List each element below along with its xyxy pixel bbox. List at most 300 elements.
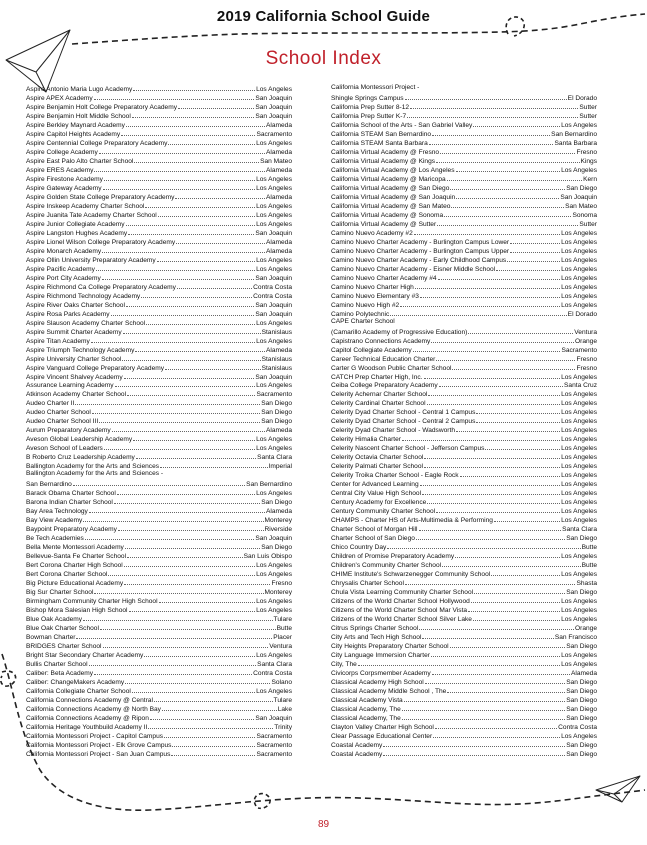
- dot-leader: [103, 641, 269, 648]
- dot-leader: [134, 156, 259, 163]
- county-name: Trinity: [274, 723, 292, 731]
- county-name: Sacramento: [561, 346, 597, 354]
- school-name: Big Sur Charter School: [26, 589, 94, 597]
- school-name: Charter School of San Diego: [331, 535, 415, 543]
- county-name: San Diego: [261, 418, 292, 426]
- county-name: Los Angeles: [561, 508, 597, 516]
- index-entry: [331, 201, 597, 210]
- county-name: Monterey: [264, 589, 292, 597]
- dot-leader: [129, 605, 256, 612]
- school-name: Barona Indian Charter School: [26, 499, 113, 507]
- school-name: Aspire Berkley Maynard Academy: [26, 121, 125, 129]
- county-name: Los Angeles: [256, 436, 292, 444]
- index-entry: [331, 731, 597, 740]
- school-name: Citizens of the World Charter School Hollywood: [331, 598, 470, 606]
- dot-leader: [85, 533, 255, 540]
- dot-leader: [126, 120, 265, 127]
- school-name: Citizens of the World Charter School Silver Lake: [331, 616, 472, 624]
- county-name: Los Angeles: [256, 256, 292, 264]
- index-entry: [26, 246, 292, 255]
- county-name: Los Angeles: [561, 732, 597, 740]
- county-name: Contra Costa: [253, 292, 292, 300]
- index-entry: [26, 623, 292, 632]
- dot-leader: [133, 84, 255, 91]
- index-entry: [26, 452, 292, 461]
- county-name: Santa Clara: [257, 661, 292, 668]
- county-name: Los Angeles: [561, 445, 597, 453]
- dot-leader: [125, 677, 270, 684]
- dot-leader: [164, 731, 255, 738]
- index-entry: [26, 668, 292, 677]
- index-entry: [26, 443, 292, 452]
- index-entry: [331, 380, 597, 389]
- index-entry: [26, 497, 292, 506]
- dot-leader: [103, 183, 256, 190]
- dot-leader: [476, 416, 560, 423]
- index-entry: [26, 479, 292, 488]
- dot-leader: [494, 515, 560, 522]
- school-name: Aspire Ollin University Preparatory Academy: [26, 256, 156, 264]
- dot-leader: [439, 380, 563, 387]
- dot-leader: [427, 497, 560, 504]
- dot-leader: [402, 704, 565, 711]
- school-name: Clayton Valley Charter High School: [331, 723, 434, 731]
- school-name: Big Picture Educational Academy: [26, 580, 124, 588]
- dot-leader: [123, 327, 261, 334]
- school-name: California Virtual Academy @ San Mateo: [331, 202, 451, 210]
- dot-leader: [89, 659, 257, 666]
- school-name: (Camarillo Academy of Progressive Education): [331, 328, 468, 336]
- county-name: San Diego: [566, 750, 597, 758]
- dot-leader: [158, 210, 255, 217]
- county-name: Orange: [575, 337, 597, 345]
- dot-leader: [127, 389, 255, 396]
- county-name: San Diego: [261, 409, 292, 417]
- school-name: Aspire Juanita Tate Academy Charter School: [26, 211, 157, 219]
- county-name: Los Angeles: [561, 274, 597, 282]
- school-name: Celerity Palmati Charter School: [331, 463, 423, 471]
- index-entry: [26, 506, 292, 515]
- school-name: Aveson Global Leadership Academy: [26, 436, 133, 444]
- index-entry: [26, 416, 292, 425]
- index-entry: [26, 237, 292, 246]
- school-name: Aspire Slauson Academy Charter School: [26, 319, 146, 327]
- county-name: San Francisco: [554, 634, 597, 642]
- dot-leader: [157, 255, 255, 262]
- school-name: California Prep Sutter K-7: [331, 112, 407, 120]
- school-name: Birmingham Community Charter High School: [26, 598, 158, 606]
- school-name: Celerity Dyad Charter School - Central 1 Campus: [331, 409, 476, 417]
- school-name: Camino Nuevo Charter Academy - Eisner Middle School: [331, 265, 496, 273]
- county-name: Contra Costa: [558, 723, 597, 731]
- index-entry: [331, 336, 597, 345]
- school-name: California Virtual Academy @ Fresno: [331, 148, 440, 156]
- county-name: Placer: [273, 634, 292, 642]
- county-name: Los Angeles: [256, 139, 292, 147]
- dot-leader: [150, 713, 254, 720]
- school-name: Ceiba College Preparatory Academy: [331, 382, 438, 390]
- school-name: Camino Polytechnic: [331, 310, 390, 318]
- dot-leader: [450, 641, 566, 648]
- school-name: California Connections Academy @ North Bay: [26, 705, 161, 713]
- dot-leader: [102, 273, 255, 280]
- school-name: San Bernardino: [26, 481, 72, 489]
- dot-leader: [177, 282, 252, 289]
- school-name: Camino Nuevo Charter Academy - Burlington Campus Lower: [331, 238, 510, 246]
- county-name: Sacramento: [256, 130, 292, 138]
- school-name: CHAMPS - Charter HS of Arts-Multimedia & Performing: [331, 517, 493, 525]
- school-name: Barack Obama Charter School: [26, 490, 116, 498]
- index-entry: [26, 273, 292, 282]
- index-entry: [26, 578, 292, 587]
- county-name: San Diego: [566, 589, 597, 597]
- school-name: Aspire Benjamin Holt College Preparatory Academy: [26, 103, 177, 111]
- county-name: San Diego: [261, 544, 292, 552]
- county-name: San Joaquin: [255, 301, 292, 309]
- school-name: Camino Nuevo Elementary #3: [331, 292, 419, 300]
- dot-leader: [176, 237, 265, 244]
- dot-leader: [471, 596, 560, 603]
- index-entry: [26, 740, 292, 749]
- county-name: San Joaquin: [255, 274, 292, 282]
- school-name: Celerity Troika Charter School - Eagle Rock: [331, 472, 459, 480]
- index-entry: [331, 524, 597, 533]
- dot-leader: [159, 596, 256, 603]
- dot-leader: [432, 129, 550, 136]
- county-name: Los Angeles: [561, 454, 597, 462]
- index-entry: [331, 102, 597, 111]
- dot-leader: [456, 425, 560, 432]
- county-name: Los Angeles: [256, 598, 292, 606]
- school-name: Carter G Woodson Public Charter School: [331, 364, 452, 372]
- dot-leader: [127, 551, 243, 558]
- paper-plane-icon: [596, 776, 640, 802]
- index-entry: [331, 740, 597, 749]
- dot-leader: [468, 605, 560, 612]
- county-name: Los Angeles: [561, 499, 597, 507]
- dot-leader: [491, 569, 560, 576]
- index-entry: [331, 273, 597, 282]
- dot-leader: [456, 165, 561, 172]
- index-entry: [26, 425, 292, 434]
- school-name: Aspire College Academy: [26, 148, 98, 156]
- index-entry: [26, 174, 292, 183]
- dot-leader: [476, 407, 560, 414]
- school-name: Bert Corona Charter High School: [26, 562, 123, 570]
- dot-leader: [420, 479, 560, 486]
- county-name: San Diego: [261, 400, 292, 408]
- school-name: Bishop Mora Salesian High School: [26, 607, 128, 615]
- school-name: Classical Academy Middle School , The: [331, 687, 447, 695]
- dot-leader: [126, 300, 254, 307]
- county-name: Los Angeles: [256, 445, 292, 453]
- county-name: Contra Costa: [253, 283, 292, 291]
- county-name: Santa Clara: [562, 526, 597, 534]
- county-name: Los Angeles: [256, 571, 292, 579]
- school-name: City Arts and Tech High School: [331, 634, 422, 642]
- school-name: Bullis Charter School: [26, 661, 88, 668]
- county-name: Los Angeles: [561, 553, 597, 561]
- county-name: San Bernardino: [551, 130, 597, 138]
- dot-leader: [447, 686, 565, 693]
- school-name: Aspire Benjamin Holt Middle School: [26, 112, 131, 120]
- school-name: Celerity Nascent Charter School - Jefferson Campus: [331, 445, 485, 453]
- index-entry: [26, 749, 292, 758]
- index-column-right: [331, 84, 597, 758]
- dot-leader: [75, 398, 260, 405]
- dot-leader: [460, 470, 561, 477]
- school-name: Celerity Himalia Charter: [331, 436, 401, 444]
- dot-leader: [415, 282, 560, 289]
- school-name: Aspire APEX Academy: [26, 94, 93, 102]
- school-name: Aspire Titan Academy: [26, 337, 90, 345]
- school-name: B Roberto Cruz Leadership Academy: [26, 454, 135, 462]
- school-name: CHIME Institute's Schwarzenegger Community School: [331, 571, 491, 579]
- index-entry: [26, 201, 292, 210]
- index-entry: [26, 192, 292, 201]
- county-name: Alameda: [265, 238, 292, 246]
- county-name: Sutter: [579, 112, 597, 120]
- index-entry: [331, 668, 597, 677]
- index-entry: [331, 686, 597, 695]
- school-name: California Virtual Academy @ Los Angeles: [331, 166, 455, 174]
- school-name: Children's Community Charter School: [331, 562, 442, 570]
- index-entry: [331, 497, 597, 506]
- index-entry: [331, 704, 597, 713]
- school-name: Aspire ERES Academy: [26, 166, 94, 174]
- dot-leader: [83, 515, 263, 522]
- dot-leader: [121, 129, 255, 136]
- index-entry: [331, 533, 597, 542]
- dot-leader: [428, 389, 560, 396]
- school-name: Shingle Springs Campus: [331, 94, 404, 102]
- index-entry: [26, 228, 292, 237]
- county-name: Tulare: [273, 616, 292, 624]
- school-name: Aspire Centennial College Preparatory Academy: [26, 139, 168, 147]
- county-name: Sutter: [579, 220, 597, 228]
- county-name: San Joaquin: [255, 112, 292, 120]
- index-entry: [26, 282, 292, 291]
- county-name: Monterey: [264, 517, 292, 525]
- dot-leader: [76, 632, 272, 639]
- school-name: California School of the Arts - San Gabriel Valley: [331, 121, 473, 129]
- county-name: San Bernardino: [246, 481, 292, 489]
- index-entry: [331, 138, 597, 147]
- index-entry: [331, 129, 597, 138]
- index-entry: [26, 354, 292, 363]
- dot-leader: [94, 93, 255, 100]
- school-name: Ballington Academy for the Arts and Sciences: [26, 463, 160, 471]
- school-name: Capistrano Connections Academy: [331, 337, 431, 345]
- county-name: San Diego: [566, 687, 597, 695]
- county-name: Los Angeles: [256, 319, 292, 327]
- index-entry: [331, 372, 597, 381]
- index-entry: [331, 327, 597, 336]
- index-entry: [26, 407, 292, 416]
- school-name: California Montessori Project - Elk Grove Campus: [26, 741, 172, 749]
- school-name: City, The: [331, 661, 357, 668]
- index-entry: [26, 327, 292, 336]
- county-name: El Dorado: [567, 94, 597, 102]
- county-name: Lake: [277, 705, 292, 713]
- index-entry: [331, 398, 597, 407]
- county-name: El Dorado: [567, 310, 597, 318]
- school-name: Aspire Pacific Academy: [26, 265, 95, 273]
- dot-leader: [402, 434, 560, 441]
- index-entry: [331, 309, 597, 318]
- dot-leader: [424, 461, 560, 468]
- index-entry: [331, 461, 597, 470]
- school-name: Citrus Springs Charter School: [331, 625, 419, 633]
- index-entry: [331, 183, 597, 192]
- school-name: Celerity Dyad Charter School - Central 2 Campus: [331, 418, 476, 426]
- county-name: Los Angeles: [561, 598, 597, 606]
- dot-leader: [422, 488, 560, 495]
- school-name: Bay Area Technology: [26, 508, 88, 516]
- index-entry: [331, 551, 597, 560]
- dot-leader: [407, 111, 578, 118]
- school-name: Aspire Triumph Technology Academy: [26, 346, 135, 354]
- county-name: Los Angeles: [561, 427, 597, 435]
- county-name: San Joaquin: [255, 103, 292, 111]
- index-entry: [331, 111, 597, 120]
- county-name: Sonoma: [572, 211, 597, 219]
- county-name: Orange: [575, 625, 597, 633]
- index-entry: [331, 219, 597, 228]
- dot-leader: [108, 569, 255, 576]
- school-name: Assurance Learning Academy: [26, 382, 114, 390]
- index-entry: [26, 695, 292, 704]
- school-name: Career Technical Education Charter: [331, 355, 436, 363]
- school-name: Coastal Academy: [331, 741, 383, 749]
- county-name: Los Angeles: [256, 265, 292, 273]
- index-entry: [26, 120, 292, 129]
- dot-leader: [510, 237, 560, 244]
- county-name: Sacramento: [256, 391, 292, 399]
- index-entry: [26, 560, 292, 569]
- school-name: Aspire Firestone Academy: [26, 175, 103, 183]
- county-name: Los Angeles: [256, 184, 292, 192]
- index-entry: [26, 524, 292, 533]
- dot-leader: [435, 722, 557, 729]
- dot-leader: [124, 578, 270, 585]
- county-name: Fresno: [576, 364, 597, 372]
- school-name: Center for Advanced Learning: [331, 481, 419, 489]
- county-name: Los Angeles: [256, 382, 292, 390]
- dot-leader: [122, 354, 260, 361]
- school-name: Celerity Octavia Charter School: [331, 454, 424, 462]
- school-name: Camino Nuevo Academy #2: [331, 229, 413, 237]
- dot-leader: [510, 246, 560, 253]
- index-entry: [26, 264, 292, 273]
- county-name: Los Angeles: [256, 490, 292, 498]
- index-entry: [331, 147, 597, 156]
- school-name: Chula Vista Learning Community Charter School: [331, 589, 474, 597]
- county-name: Los Angeles: [561, 409, 597, 417]
- school-name: Atkinson Academy Charter School: [26, 391, 127, 399]
- index-entry: [26, 461, 292, 470]
- dot-leader: [165, 363, 261, 370]
- county-name: Los Angeles: [561, 571, 597, 579]
- index-entry: [331, 695, 597, 704]
- index-entry: [331, 318, 597, 327]
- index-entry: [331, 722, 597, 731]
- county-name: Alameda: [265, 166, 292, 174]
- dot-leader: [358, 659, 560, 666]
- school-name: California Heritage Youthbuild Academy II: [26, 723, 148, 731]
- index-entry: [331, 246, 597, 255]
- school-name: Blue Oak Academy: [26, 616, 83, 624]
- county-name: Contra Costa: [253, 669, 292, 677]
- index-entry: [26, 731, 292, 740]
- dot-leader: [99, 147, 265, 154]
- index-entry: [26, 614, 292, 623]
- county-name: Los Angeles: [561, 400, 597, 408]
- index-entry: [26, 605, 292, 614]
- index-entry: [331, 264, 597, 273]
- index-entry: [331, 560, 597, 569]
- county-name: Santa Cruz: [564, 382, 597, 390]
- dot-leader: [436, 354, 575, 361]
- dot-leader: [447, 174, 582, 181]
- school-name: Children of Promise Preparatory Academy: [331, 553, 455, 561]
- county-name: Los Angeles: [561, 373, 597, 381]
- dot-leader: [419, 524, 562, 531]
- school-name: Baypoint Preparatory Academy: [26, 526, 117, 534]
- county-name: Alameda: [265, 427, 292, 435]
- school-name: BRIDGES Charter School: [26, 643, 102, 651]
- school-name: City Heights Preparatory Charter School: [331, 643, 449, 651]
- page-title: School Index: [265, 48, 382, 69]
- county-name: Alameda: [265, 346, 292, 354]
- index-entry: [26, 398, 292, 407]
- index-entry: [331, 282, 597, 291]
- dot-leader: [154, 695, 273, 702]
- school-name: California Montessori Project - San Juan Campus: [26, 750, 171, 758]
- dot-leader: [128, 228, 254, 235]
- county-name: Fresno: [576, 148, 597, 156]
- county-name: Los Angeles: [561, 301, 597, 309]
- county-name: Los Angeles: [561, 661, 597, 668]
- index-entry: [331, 192, 597, 201]
- dot-leader: [432, 668, 570, 675]
- school-name: Be Tech Academies: [26, 535, 84, 543]
- county-name: Los Angeles: [561, 517, 597, 525]
- dot-leader: [162, 704, 277, 711]
- county-name: San Diego: [566, 741, 597, 749]
- index-entry: [26, 93, 292, 102]
- county-name: Los Angeles: [256, 607, 292, 615]
- school-name: Aspire Junior Collegiate Academy: [26, 220, 125, 228]
- school-name: Ballington Academy for the Arts and Sciences -: [26, 470, 164, 478]
- school-name: Bella Mente Montessori Academy: [26, 544, 124, 552]
- index-entry: [26, 84, 292, 93]
- county-name: Los Angeles: [256, 202, 292, 210]
- school-name: Aspire East Palo Alto Charter School: [26, 157, 134, 165]
- county-name: Los Angeles: [561, 292, 597, 300]
- dot-leader: [124, 560, 255, 567]
- school-name: Central City Value High School: [331, 490, 422, 498]
- index-entry: [331, 749, 597, 758]
- county-name: Butte: [581, 562, 597, 570]
- index-entry: [26, 596, 292, 605]
- dot-leader: [117, 488, 255, 495]
- index-entry: [26, 210, 292, 219]
- county-name: Los Angeles: [561, 607, 597, 615]
- county-name: San Joaquin: [255, 373, 292, 381]
- dot-leader: [136, 452, 256, 459]
- school-name: Aspire University Charter School: [26, 355, 122, 363]
